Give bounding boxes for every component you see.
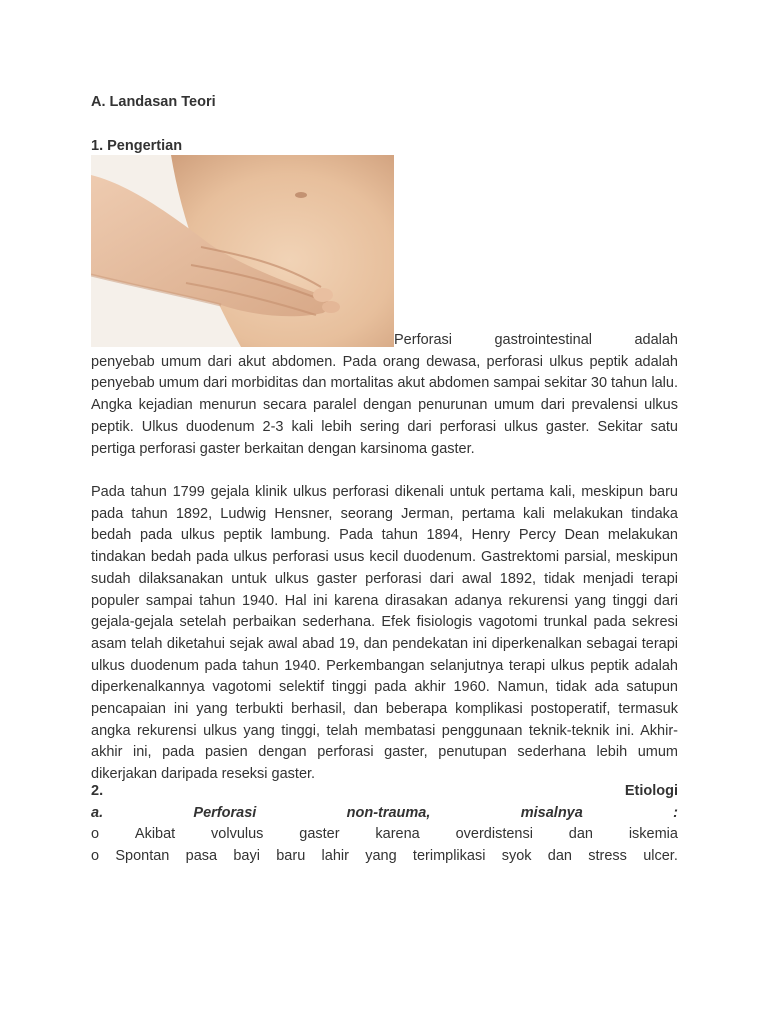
paragraph-text: penyebab umum dari akut abdomen. Pada orang dewasa, perforasi ulkus peptik adalah penyebab umum dari morbiditas dan mortalitas akut abdomen sampai sekitar 30 tahun lalu. Angka kejadian menurun secara paralel dengan penurunan umum dari prevalensi ulkus peptik. Ulkus duodenum 2-3 kali lebih sering dari perforasi ulkus gaster. Sekitar satu pertiga perforasi gaster berkaitan dengan karsinoma gaster. [91,353,678,457]
bullet-word: stress [588,848,627,865]
bullet-word: volvulus [211,826,264,843]
bullet-word: karena [375,826,420,843]
hand-on-abdomen-photo [91,155,394,347]
etiologi-heading [91,781,678,803]
bullet-word: ulcer. [643,848,678,865]
bullet-word: baru [276,848,306,865]
bullet-word: pasa [185,848,218,865]
bullet-word: dan [568,826,593,843]
sub-item-word: non-trauma, [346,804,431,821]
subsection-heading: 1. Pengertian [91,138,183,154]
bullet-marker: o [91,848,100,865]
bullet-item [91,824,678,846]
paragraph-first-line: Perforasi gastrointestinal adalah [394,332,678,348]
etiologi-title: Etiologi [624,783,678,799]
sub-item-a [91,803,678,825]
etiologi-number: 2. [91,783,104,799]
bullet-word: Akibat [134,826,176,843]
bullet-word: overdistensi [455,826,533,843]
bullet-marker: o [91,826,100,843]
bullet-word: Spontan [115,848,170,865]
sub-item-word: misalnya [520,804,583,821]
sub-item-word: a. [91,804,104,821]
bullet-word: iskemia [628,826,678,843]
bullet-word: lahir [321,848,349,865]
bullet-item [91,846,678,868]
bullet-word: gaster [299,826,340,843]
bullet-word: terimplikasi [412,848,486,865]
bullet-word: bayi [233,848,260,865]
paragraph-pengertian [91,330,678,460]
etiologi-section [91,781,678,868]
bullet-word: yang [365,848,397,865]
bullet-word: dan [547,848,572,865]
paragraph-sejarah: Pada tahun 1799 gejala klinik ulkus perforasi dikenali untuk pertama kali, meskipun baru pada tahun 1892, Ludwig Hensner, seorang Jerman, pertama kali melakukan tindaka bedah pada ulkus peptik lambung. Pada tahun 1894, Henry Percy Dean melakukan tindakan bedah pada ulkus perforasi usus kecil duodenum. Gastrektomi parsial, meskipun sudah dilaksanakan untuk ulkus gaster perforasi dari awal 1892, tidak menjadi terapi populer sampai tahun 1940. Hal ini karena dirasakan adanya rekurensi yang tinggi dari gejala-gejala setelah perbaikan sederhana. Efek fisiologis vagotomi trunkal pada sekresi asam telah diketahui sejak awal abad 19, dan pendekatan ini diperkenalkan sebagai terapi ulkus duodenum pada tahun 1940. Perkembangan selanjutnya terapi ulkus peptik adalah diperkenalkannya vagotomi selektif tinggi pada akhir 1960. Namun, tidak ada satupun pencapaian ini yang terbukti berhasil, dan beberapa komplikasi postoperatif, termasuk angka rekurensi ulkus yang tinggi, telah membatasi penggunaan teknik-teknik ini. Akhir-akhir ini, pada pasien dengan perforasi gaster, penutupan sederhana lebih umum dikerjakan daripada reseksi gaster. [91,484,678,783]
section-heading: A. Landasan Teori [91,94,216,110]
sub-item-word: : [673,804,678,821]
sub-item-word: Perforasi [193,804,257,821]
bullet-word: syok [501,848,532,865]
